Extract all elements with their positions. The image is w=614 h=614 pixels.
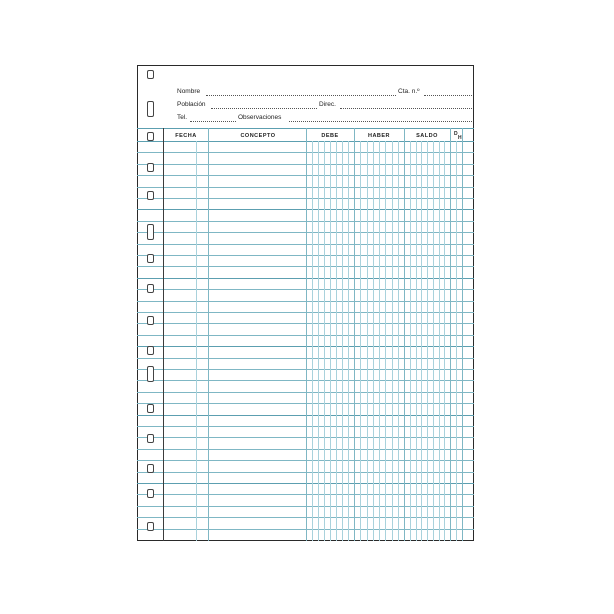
dh-split-line (456, 141, 457, 541)
digit-line (336, 141, 337, 541)
dh-line (462, 128, 463, 541)
saldo-line (450, 128, 451, 541)
digit-line (398, 141, 399, 541)
digit-line (433, 141, 434, 541)
binder-hole (147, 434, 154, 443)
binder-hole (147, 489, 154, 498)
digit-line (439, 141, 440, 541)
binder-hole (147, 346, 154, 355)
binder-hole (147, 224, 154, 240)
observaciones-line[interactable] (289, 121, 472, 122)
nombre-label: Nombre (177, 88, 201, 95)
fecha-line (208, 128, 209, 541)
cta-line[interactable] (424, 95, 472, 96)
poblacion-line[interactable] (211, 108, 317, 109)
direc-line[interactable] (340, 108, 472, 109)
digit-line (421, 141, 422, 541)
digit-line (444, 141, 445, 541)
cta-label: Cta. n.º (398, 88, 420, 95)
digit-line (373, 141, 374, 541)
col-head-concepto: CONCEPTO (240, 133, 276, 139)
digit-line (312, 141, 313, 541)
digit-line (348, 141, 349, 541)
digit-line (416, 141, 417, 541)
col-head-saldo: SALDO (416, 133, 438, 139)
binder-hole (147, 522, 154, 531)
binder-hole (147, 163, 154, 172)
digit-line (385, 141, 386, 541)
digit-line (330, 141, 331, 541)
col-head-h: H (457, 135, 463, 141)
digit-line (342, 141, 343, 541)
binder-hole (147, 284, 154, 293)
digit-line (379, 141, 380, 541)
fecha-sub-line (196, 141, 197, 541)
binder-hole (147, 191, 154, 200)
binder-hole (147, 101, 154, 117)
col-head-fecha: FECHA (175, 133, 197, 139)
digit-line (324, 141, 325, 541)
tel-line[interactable] (190, 121, 236, 122)
binder-hole (147, 316, 154, 325)
binder-hole (147, 404, 154, 413)
binder-hole (147, 70, 154, 79)
digit-line (360, 141, 361, 541)
col-head-debe: DEBE (321, 133, 339, 139)
debe-line (354, 128, 355, 541)
binder-hole (147, 464, 154, 473)
digit-line (318, 141, 319, 541)
margin-line (163, 128, 164, 541)
direc-label: Direc. (319, 101, 336, 108)
tel-label: Tel. (177, 114, 188, 121)
observaciones-label: Observaciones (238, 114, 282, 121)
binder-hole (147, 366, 154, 382)
binder-hole (147, 254, 154, 263)
col-head-d: D (453, 131, 459, 137)
digit-line (367, 141, 368, 541)
digit-line (392, 141, 393, 541)
digit-line (427, 141, 428, 541)
concepto-line (306, 128, 307, 541)
poblacion-label: Población (177, 101, 206, 108)
haber-line (404, 128, 405, 541)
digit-line (410, 141, 411, 541)
col-head-haber: HABER (367, 133, 391, 139)
nombre-line[interactable] (206, 95, 396, 96)
binder-hole (147, 132, 154, 141)
